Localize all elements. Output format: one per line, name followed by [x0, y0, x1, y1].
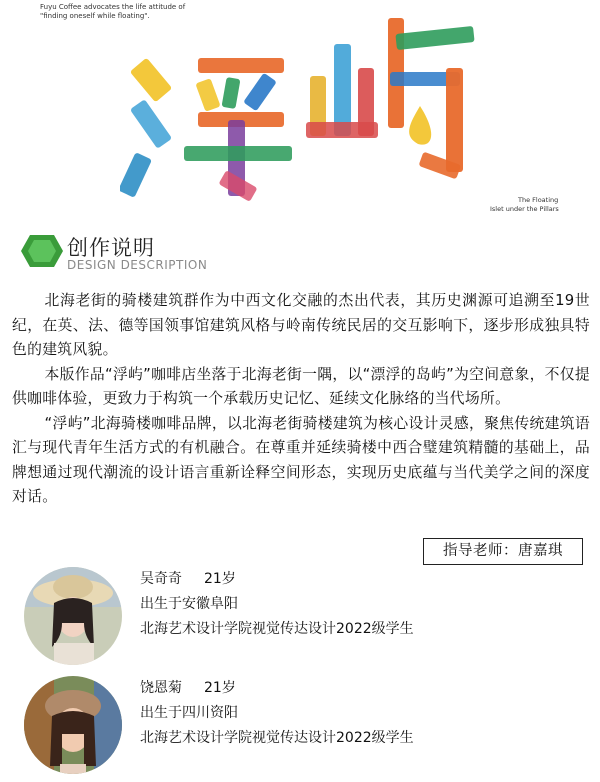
advisor-label: 指导老师：唐嘉琪	[423, 538, 583, 565]
student-birthplace: 出生于安徽阜阳	[140, 596, 238, 612]
tagline-line-2: "finding oneself while floating".	[40, 12, 150, 20]
student-info	[140, 676, 414, 751]
student-name: 吴奇奇	[140, 571, 182, 587]
student-age: 21岁	[204, 680, 236, 696]
section-title: 创作说明	[67, 236, 155, 260]
student-school: 北海艺术设计学院视觉传达设计2022级学生	[140, 730, 414, 746]
paragraph: 北海老街的骑楼建筑群作为中西文化交融的杰出代表，其历史渊源可追溯至19世纪，在英、法、德等国领事馆建筑风格与岭南传统民居的交互影响下，逐步形成独具特色的建筑风貌。	[12, 292, 590, 358]
avatar	[24, 567, 122, 665]
student-name-row	[140, 676, 414, 701]
fuyu-logo-graphic	[120, 8, 480, 203]
student-name-row	[140, 567, 414, 592]
paragraph: 本版作品“浮屿”咖啡店坐落于北海老街一隅，以“漂浮的岛屿”为空间意象，不仅提供咖啡体验，更致力于构筑一个承载历史记忆、延续文化脉络的当代场所。	[12, 365, 590, 407]
student-info	[140, 567, 414, 642]
hexagon-icon	[20, 234, 64, 268]
logo-subtitle-line-1: The Floating	[518, 196, 559, 204]
student-age: 21岁	[204, 571, 236, 587]
paragraph: “浮屿”北海骑楼咖啡品牌，以北海老街骑楼建筑为核心设计灵感，聚焦传统建筑语汇与现代青年生活方式的有机融合。在尊重并延续骑楼中西合璧建筑精髓的基础上，品牌想通过现代潮流的设计语言重新诠释空间形态，实现历史底蕴与当代美学之间的深度对话。	[12, 414, 590, 505]
section-subtitle: DESIGN DESCRIPTION	[67, 258, 208, 272]
student-name: 饶恩菊	[140, 680, 182, 696]
tagline-line-1: Fuyu Coffee advocates the life attitude of	[40, 3, 186, 11]
logo-subtitle	[490, 196, 559, 214]
fuyu-logo	[120, 8, 480, 207]
student-birthplace: 出生于四川资阳	[140, 705, 238, 721]
student-school: 北海艺术设计学院视觉传达设计2022级学生	[140, 621, 414, 637]
description-body	[12, 289, 590, 510]
avatar	[24, 676, 122, 774]
logo-subtitle-line-2: Islet under the Pillars	[490, 205, 559, 213]
